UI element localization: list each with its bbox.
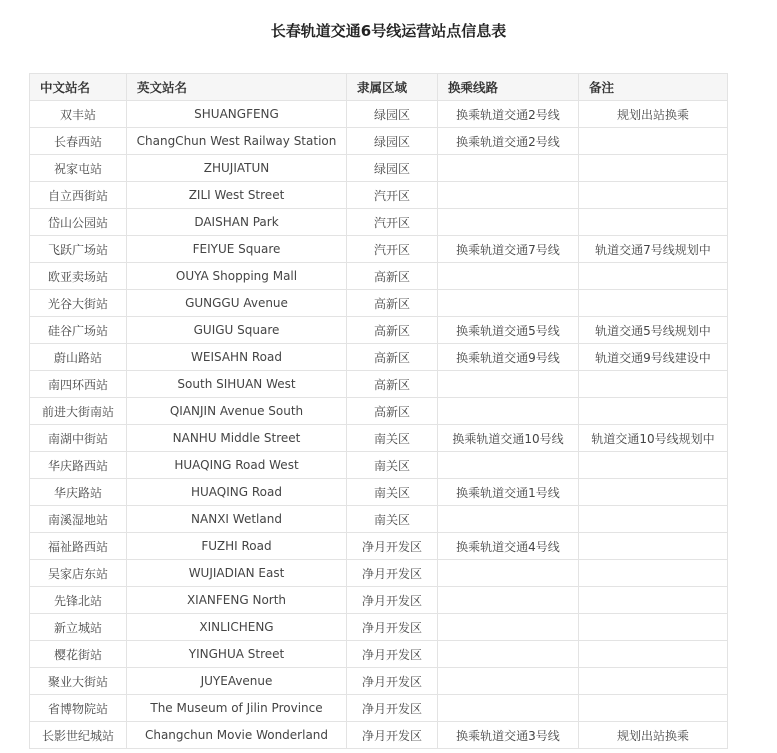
cell-district: 净月开发区 bbox=[347, 722, 438, 749]
cell-transfer-line bbox=[438, 263, 579, 290]
table-row bbox=[30, 614, 728, 641]
cell-chinese-name: 聚业大街站 bbox=[30, 668, 127, 695]
cell-remarks bbox=[579, 398, 728, 425]
cell-english-name: SHUANGFENG bbox=[127, 101, 347, 128]
cell-remarks bbox=[579, 371, 728, 398]
cell-chinese-name: 新立城站 bbox=[30, 614, 127, 641]
cell-remarks: 轨道交通10号线规划中 bbox=[579, 425, 728, 452]
cell-district: 绿园区 bbox=[347, 101, 438, 128]
cell-district: 绿园区 bbox=[347, 155, 438, 182]
cell-chinese-name: 福祉路西站 bbox=[30, 533, 127, 560]
cell-english-name: DAISHAN Park bbox=[127, 209, 347, 236]
station-table bbox=[29, 73, 728, 749]
cell-district: 净月开发区 bbox=[347, 695, 438, 722]
cell-english-name: HUAQING Road West bbox=[127, 452, 347, 479]
cell-english-name: QIANJIN Avenue South bbox=[127, 398, 347, 425]
cell-remarks bbox=[579, 290, 728, 317]
cell-remarks: 轨道交通9号线建设中 bbox=[579, 344, 728, 371]
cell-chinese-name: 南溪湿地站 bbox=[30, 506, 127, 533]
cell-chinese-name: 吴家店东站 bbox=[30, 560, 127, 587]
cell-chinese-name: 华庆路站 bbox=[30, 479, 127, 506]
cell-chinese-name: 双丰站 bbox=[30, 101, 127, 128]
cell-transfer-line: 换乘轨道交通2号线 bbox=[438, 101, 579, 128]
cell-transfer-line bbox=[438, 371, 579, 398]
table-row bbox=[30, 236, 728, 263]
cell-remarks bbox=[579, 263, 728, 290]
cell-english-name: WEISAHN Road bbox=[127, 344, 347, 371]
cell-remarks bbox=[579, 506, 728, 533]
table-row bbox=[30, 128, 728, 155]
cell-transfer-line: 换乘轨道交通7号线 bbox=[438, 236, 579, 263]
cell-chinese-name: 飞跃广场站 bbox=[30, 236, 127, 263]
header-col-district: 隶属区域 bbox=[347, 74, 438, 101]
cell-remarks bbox=[579, 587, 728, 614]
table-row bbox=[30, 371, 728, 398]
cell-district: 净月开发区 bbox=[347, 641, 438, 668]
table-row bbox=[30, 425, 728, 452]
cell-chinese-name: 长影世纪城站 bbox=[30, 722, 127, 749]
header-col-english-name: 英文站名 bbox=[127, 74, 347, 101]
cell-english-name: FUZHI Road bbox=[127, 533, 347, 560]
cell-remarks bbox=[579, 533, 728, 560]
cell-transfer-line bbox=[438, 587, 579, 614]
table-row bbox=[30, 452, 728, 479]
cell-english-name: YINGHUA Street bbox=[127, 641, 347, 668]
cell-remarks bbox=[579, 560, 728, 587]
cell-english-name: HUAQING Road bbox=[127, 479, 347, 506]
cell-chinese-name: 蔚山路站 bbox=[30, 344, 127, 371]
cell-transfer-line: 换乘轨道交通5号线 bbox=[438, 317, 579, 344]
table-row bbox=[30, 587, 728, 614]
cell-remarks: 轨道交通7号线规划中 bbox=[579, 236, 728, 263]
cell-chinese-name: 祝家屯站 bbox=[30, 155, 127, 182]
cell-english-name: NANXI Wetland bbox=[127, 506, 347, 533]
table-row bbox=[30, 668, 728, 695]
cell-district: 净月开发区 bbox=[347, 587, 438, 614]
cell-chinese-name: 华庆路西站 bbox=[30, 452, 127, 479]
cell-chinese-name: 樱花街站 bbox=[30, 641, 127, 668]
header-col-chinese-name: 中文站名 bbox=[30, 74, 127, 101]
cell-transfer-line bbox=[438, 182, 579, 209]
cell-english-name: GUIGU Square bbox=[127, 317, 347, 344]
cell-english-name: The Museum of Jilin Province bbox=[127, 695, 347, 722]
cell-transfer-line bbox=[438, 209, 579, 236]
table-row bbox=[30, 560, 728, 587]
cell-remarks bbox=[579, 209, 728, 236]
cell-transfer-line bbox=[438, 452, 579, 479]
cell-transfer-line: 换乘轨道交通4号线 bbox=[438, 533, 579, 560]
cell-english-name: XIANFENG North bbox=[127, 587, 347, 614]
cell-chinese-name: 岱山公园站 bbox=[30, 209, 127, 236]
cell-chinese-name: 南四环西站 bbox=[30, 371, 127, 398]
cell-district: 南关区 bbox=[347, 425, 438, 452]
cell-district: 汽开区 bbox=[347, 236, 438, 263]
cell-remarks: 轨道交通5号线规划中 bbox=[579, 317, 728, 344]
table-row bbox=[30, 506, 728, 533]
cell-english-name: OUYA Shopping Mall bbox=[127, 263, 347, 290]
cell-remarks bbox=[579, 128, 728, 155]
cell-remarks bbox=[579, 182, 728, 209]
cell-district: 高新区 bbox=[347, 371, 438, 398]
table-row bbox=[30, 695, 728, 722]
cell-transfer-line bbox=[438, 695, 579, 722]
cell-transfer-line: 换乘轨道交通10号线 bbox=[438, 425, 579, 452]
table-header-row bbox=[30, 74, 728, 101]
cell-remarks bbox=[579, 614, 728, 641]
cell-remarks bbox=[579, 452, 728, 479]
cell-district: 南关区 bbox=[347, 506, 438, 533]
cell-remarks bbox=[579, 155, 728, 182]
cell-district: 高新区 bbox=[347, 344, 438, 371]
cell-transfer-line bbox=[438, 506, 579, 533]
table-row bbox=[30, 263, 728, 290]
cell-remarks: 规划出站换乘 bbox=[579, 101, 728, 128]
cell-remarks bbox=[579, 668, 728, 695]
page-title: 长春轨道交通6号线运营站点信息表 bbox=[270, 22, 507, 40]
cell-transfer-line bbox=[438, 614, 579, 641]
cell-transfer-line: 换乘轨道交通9号线 bbox=[438, 344, 579, 371]
cell-english-name: JUYEAvenue bbox=[127, 668, 347, 695]
cell-remarks bbox=[579, 695, 728, 722]
cell-english-name: ChangChun West Railway Station bbox=[127, 128, 347, 155]
cell-chinese-name: 前进大街南站 bbox=[30, 398, 127, 425]
cell-district: 汽开区 bbox=[347, 182, 438, 209]
cell-transfer-line bbox=[438, 155, 579, 182]
header-col-transfer-line: 换乘线路 bbox=[438, 74, 579, 101]
cell-english-name: NANHU Middle Street bbox=[127, 425, 347, 452]
cell-district: 高新区 bbox=[347, 317, 438, 344]
cell-chinese-name: 光谷大街站 bbox=[30, 290, 127, 317]
table-row bbox=[30, 155, 728, 182]
cell-english-name: XINLICHENG bbox=[127, 614, 347, 641]
cell-remarks bbox=[579, 479, 728, 506]
table-row bbox=[30, 722, 728, 749]
table-row bbox=[30, 317, 728, 344]
cell-district: 净月开发区 bbox=[347, 533, 438, 560]
table-row bbox=[30, 641, 728, 668]
cell-district: 净月开发区 bbox=[347, 614, 438, 641]
cell-english-name: ZHUJIATUN bbox=[127, 155, 347, 182]
cell-district: 绿园区 bbox=[347, 128, 438, 155]
cell-district: 高新区 bbox=[347, 290, 438, 317]
header-col-remarks: 备注 bbox=[579, 74, 728, 101]
table-row bbox=[30, 290, 728, 317]
cell-chinese-name: 自立西街站 bbox=[30, 182, 127, 209]
cell-remarks: 规划出站换乘 bbox=[579, 722, 728, 749]
cell-english-name: GUNGGU Avenue bbox=[127, 290, 347, 317]
cell-transfer-line bbox=[438, 668, 579, 695]
cell-remarks bbox=[579, 641, 728, 668]
cell-english-name: FEIYUE Square bbox=[127, 236, 347, 263]
cell-transfer-line bbox=[438, 641, 579, 668]
table-row bbox=[30, 209, 728, 236]
cell-english-name: WUJIADIAN East bbox=[127, 560, 347, 587]
cell-transfer-line: 换乘轨道交通1号线 bbox=[438, 479, 579, 506]
cell-chinese-name: 长春西站 bbox=[30, 128, 127, 155]
cell-transfer-line bbox=[438, 398, 579, 425]
cell-district: 净月开发区 bbox=[347, 668, 438, 695]
table-row bbox=[30, 398, 728, 425]
cell-chinese-name: 南湖中街站 bbox=[30, 425, 127, 452]
table-row bbox=[30, 182, 728, 209]
cell-transfer-line bbox=[438, 290, 579, 317]
cell-english-name: South SIHUAN West bbox=[127, 371, 347, 398]
cell-district: 汽开区 bbox=[347, 209, 438, 236]
cell-transfer-line: 换乘轨道交通3号线 bbox=[438, 722, 579, 749]
table-row bbox=[30, 533, 728, 560]
cell-english-name: Changchun Movie Wonderland bbox=[127, 722, 347, 749]
cell-transfer-line bbox=[438, 560, 579, 587]
cell-district: 南关区 bbox=[347, 479, 438, 506]
cell-district: 高新区 bbox=[347, 398, 438, 425]
table-row bbox=[30, 344, 728, 371]
cell-district: 南关区 bbox=[347, 452, 438, 479]
table-row bbox=[30, 101, 728, 128]
cell-chinese-name: 先锋北站 bbox=[30, 587, 127, 614]
table-row bbox=[30, 479, 728, 506]
cell-district: 高新区 bbox=[347, 263, 438, 290]
cell-english-name: ZILI West Street bbox=[127, 182, 347, 209]
cell-district: 净月开发区 bbox=[347, 560, 438, 587]
cell-chinese-name: 欧亚卖场站 bbox=[30, 263, 127, 290]
cell-chinese-name: 硅谷广场站 bbox=[30, 317, 127, 344]
cell-transfer-line: 换乘轨道交通2号线 bbox=[438, 128, 579, 155]
cell-chinese-name: 省博物院站 bbox=[30, 695, 127, 722]
